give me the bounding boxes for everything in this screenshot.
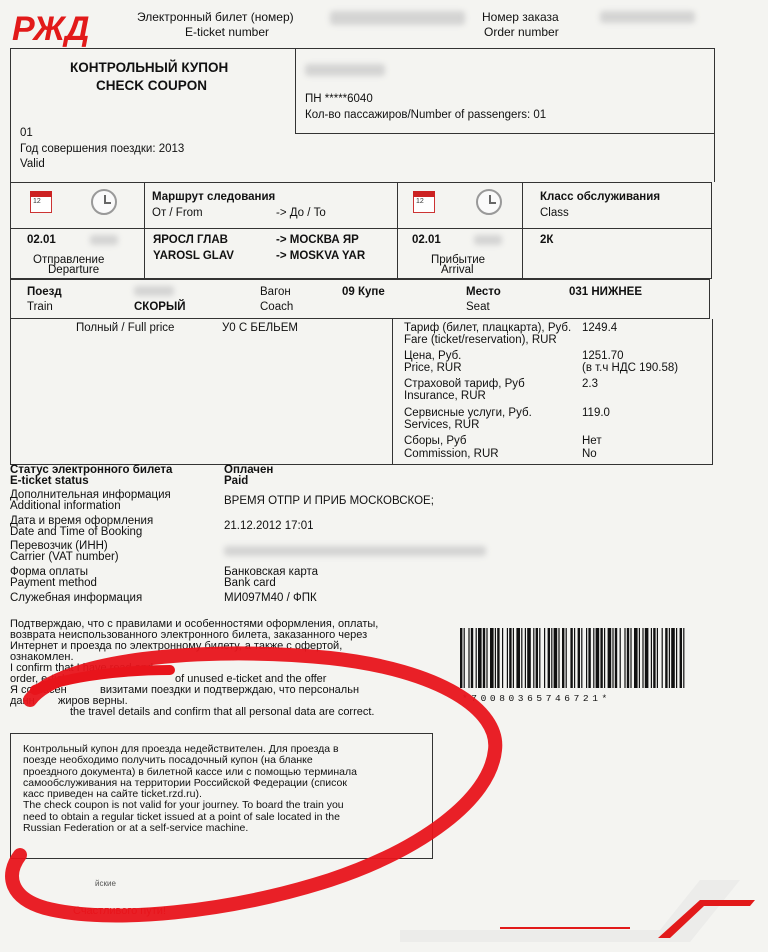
order-label-en: Order number bbox=[484, 25, 559, 39]
barcode-bar bbox=[634, 628, 638, 688]
class-label-en: Class bbox=[540, 207, 569, 219]
valid-label: Valid bbox=[20, 158, 45, 170]
payment-value-ru: Банковская карта bbox=[224, 566, 319, 578]
barcode-bar bbox=[497, 628, 499, 688]
passengers-count: Кол-во пассажиров/Number of passengers: 01 bbox=[305, 109, 547, 121]
arrival-date: 02.01 bbox=[412, 234, 441, 246]
train-type: СКОРЫЙ bbox=[134, 301, 186, 313]
commission-label-en: Commission, RUR bbox=[404, 448, 499, 460]
confirm-line: Интернет и проезда по электронному билету, а также с офертой, bbox=[10, 640, 343, 652]
tariff-value: 1249.4 bbox=[582, 322, 618, 334]
commission-label-ru: Сборы, Руб bbox=[404, 435, 467, 447]
departure-label-en: Departure bbox=[48, 264, 100, 276]
confirm-line: жиров верны. bbox=[58, 695, 128, 707]
payment-value-en: Bank card bbox=[224, 577, 276, 589]
route-label: Маршрут следования bbox=[152, 191, 276, 203]
barcode bbox=[460, 628, 686, 688]
calendar-icon: 12 bbox=[413, 191, 435, 213]
barcode-bar bbox=[478, 628, 482, 688]
barcode-bar bbox=[486, 628, 487, 688]
notice-line: поезде необходимо получить посадочный купон (на бланке bbox=[23, 754, 313, 767]
service-class-value: 2К bbox=[540, 234, 554, 246]
barcode-bar bbox=[513, 628, 514, 688]
barcode-bar bbox=[558, 628, 559, 688]
details-section bbox=[10, 465, 710, 605]
barcode-bar bbox=[527, 628, 531, 688]
footer-slogan: Счастливого пути! bbox=[73, 905, 167, 917]
barcode-bar bbox=[507, 628, 508, 688]
insurance-value: 2.3 bbox=[582, 378, 598, 390]
barcode-bar bbox=[665, 628, 667, 688]
carrier-label-en: Carrier (VAT number) bbox=[10, 551, 119, 563]
barcode-bar bbox=[657, 628, 658, 688]
arrival-label-en: Arrival bbox=[441, 264, 474, 276]
notice-line: The check coupon is not valid for your journey. To board the train you bbox=[23, 799, 344, 812]
order-label-ru: Номер заказа bbox=[482, 10, 559, 24]
status-label-en: E-ticket status bbox=[10, 475, 89, 487]
barcode-bar bbox=[683, 628, 684, 688]
carrier-label-ru: Перевозчик (ИНН) bbox=[10, 540, 108, 552]
barcode-bar bbox=[642, 628, 643, 688]
booking-value: 21.12.2012 17:01 bbox=[224, 520, 314, 532]
status-value-en: Paid bbox=[224, 475, 249, 487]
to-station-ru: -> МОСКВА ЯР bbox=[276, 234, 359, 246]
barcode-bar bbox=[608, 628, 612, 688]
clock-icon bbox=[476, 189, 502, 215]
price-value: 1251.70 bbox=[582, 350, 624, 362]
price-label-ru: Цена, Руб. bbox=[404, 350, 462, 362]
barcode-bar bbox=[676, 628, 677, 688]
departure-time-redacted bbox=[90, 235, 118, 245]
confirm-line: Я согласен bbox=[10, 684, 67, 696]
status-label-ru: Статус электронного билета bbox=[10, 464, 173, 476]
addinfo-label-ru: Дополнительная информация bbox=[10, 489, 171, 501]
tariff-label-en: Fare (ticket/reservation), RUR bbox=[404, 334, 557, 346]
notice-line: проездного документа) в билетной кассе или с помощью терминала bbox=[23, 765, 357, 778]
services-value: 119.0 bbox=[582, 407, 610, 419]
confirm-line: I confirm that I have read and bbox=[10, 662, 154, 674]
barcode-bar bbox=[604, 628, 605, 688]
eticket-label-en: E-ticket number bbox=[185, 25, 270, 39]
confirm-line: данн bbox=[10, 695, 35, 707]
service-info-label: Служебная информация bbox=[10, 592, 143, 604]
departure-date: 02.01 bbox=[27, 234, 56, 246]
insurance-label-ru: Страховой тариф, Руб bbox=[404, 378, 525, 390]
confirm-line: of unused e-ticket and the offer bbox=[175, 673, 327, 685]
booking-label-en: Date and Time of Booking bbox=[10, 526, 143, 538]
to-station-en: -> MOSKVA YAR bbox=[276, 250, 366, 262]
notice-line: need to obtain a regular ticket issued at a point of sale located in the bbox=[23, 810, 340, 823]
barcode-bar bbox=[627, 628, 629, 688]
carrier-value-redacted bbox=[224, 546, 486, 556]
barcode-bar bbox=[562, 628, 564, 688]
passport-number: ПН *****6040 bbox=[305, 93, 373, 105]
barcode-bar bbox=[525, 628, 526, 688]
barcode-bar bbox=[536, 628, 538, 688]
barcode-bar bbox=[566, 628, 567, 688]
full-price-label: Полный / Full price bbox=[76, 322, 175, 334]
arrival-label-ru: Прибытие bbox=[431, 254, 486, 266]
footer-rzd-text: йские bbox=[95, 879, 116, 888]
barcode-bar bbox=[581, 628, 582, 688]
barcode-bar bbox=[593, 628, 594, 688]
barcode-bar bbox=[671, 628, 675, 688]
seat-label-en: Seat bbox=[466, 301, 490, 313]
barcode-bar bbox=[533, 628, 534, 688]
barcode-bar bbox=[516, 628, 520, 688]
footer-swoosh-icon bbox=[400, 870, 760, 950]
coupon-code: 01 bbox=[20, 127, 33, 139]
trip-year: Год совершения поездки: 2013 bbox=[20, 143, 185, 155]
confirm-line: визитами поездки и подтверждаю, что персональн bbox=[100, 684, 360, 696]
clock-icon bbox=[91, 189, 117, 215]
service-class-code: У0 С БЕЛЬЕМ bbox=[222, 322, 298, 334]
services-label-en: Services, RUR bbox=[404, 419, 480, 431]
coupon-title-ru: КОНТРОЛЬНЫЙ КУПОН bbox=[70, 60, 229, 75]
departure-label-ru: Отправление bbox=[33, 254, 105, 266]
services-label-ru: Сервисные услуги, Руб. bbox=[404, 407, 532, 419]
barcode-bar bbox=[639, 628, 640, 688]
service-info-value: МИ097М40 / ФПК bbox=[224, 592, 317, 604]
vat-value: (в т.ч НДС 190.58) bbox=[582, 362, 679, 374]
insurance-label-en: Insurance, RUR bbox=[404, 390, 486, 402]
passenger-box bbox=[295, 48, 715, 134]
order-number-redacted bbox=[600, 11, 695, 23]
barcode-bar bbox=[662, 628, 663, 688]
barcode-bar bbox=[460, 628, 462, 688]
seat-value: 031 НИЖНЕЕ bbox=[569, 286, 642, 298]
addinfo-value: ВРЕМЯ ОТПР И ПРИБ МОСКОВСКОЕ; bbox=[224, 495, 434, 507]
barcode-bar bbox=[612, 628, 613, 688]
calendar-icon: 12 bbox=[30, 191, 52, 213]
barcode-bar bbox=[588, 628, 590, 688]
payment-label-ru: Форма оплаты bbox=[10, 566, 89, 578]
price-label-en: Price, RUR bbox=[404, 362, 462, 374]
confirm-line: возврата неиспользованного электронного билета, заказанного через bbox=[10, 629, 368, 641]
barcode-bar bbox=[471, 628, 473, 688]
barcode-bar bbox=[651, 628, 652, 688]
payment-label-en: Payment method bbox=[10, 577, 97, 589]
booking-label-ru: Дата и время оформления bbox=[10, 515, 154, 527]
coach-value: 09 Купе bbox=[342, 286, 385, 298]
barcode-bar bbox=[495, 628, 496, 688]
barcode-bar bbox=[476, 628, 477, 688]
barcode-bar bbox=[468, 628, 469, 688]
rzd-logo-text: РЖД bbox=[12, 10, 90, 48]
barcode-bar bbox=[600, 628, 602, 688]
barcode-bar bbox=[620, 628, 621, 688]
barcode-bar bbox=[548, 628, 550, 688]
train-number-redacted bbox=[134, 286, 174, 296]
from-label: От / From bbox=[152, 207, 203, 219]
arrival-time-redacted bbox=[474, 235, 502, 245]
commission-value: Нет bbox=[582, 435, 602, 447]
addinfo-label-en: Additional information bbox=[10, 500, 121, 512]
seat-label-ru: Место bbox=[466, 286, 501, 298]
from-station-en: YAROSL GLAV bbox=[153, 250, 234, 262]
coupon-title-en: CHECK COUPON bbox=[96, 78, 208, 93]
to-label: -> До / To bbox=[276, 207, 326, 219]
train-label-ru: Поезд bbox=[27, 286, 62, 298]
barcode-bar bbox=[490, 628, 494, 688]
barcode-bar bbox=[680, 628, 682, 688]
confirm-line: order, e-ticket bbox=[10, 673, 77, 685]
barcode-bar bbox=[502, 628, 503, 688]
barcode-bar bbox=[578, 628, 580, 688]
barcode-bar bbox=[574, 628, 575, 688]
barcode-bar bbox=[669, 628, 670, 688]
coach-label-en: Coach bbox=[260, 301, 294, 313]
barcode-graphic bbox=[460, 628, 686, 688]
confirm-line: the travel details and confirm that all personal data are correct. bbox=[70, 706, 375, 718]
coach-label-ru: Вагон bbox=[260, 286, 291, 298]
barcode-bar bbox=[483, 628, 485, 688]
rzd-logo-icon bbox=[10, 6, 100, 48]
tariff-label-ru: Тариф (билет, плацкарта), Руб. bbox=[404, 322, 572, 334]
barcode-bar bbox=[521, 628, 522, 688]
confirm-line: Подтверждаю, что с правилами и особенностями оформления, оплаты, bbox=[10, 618, 379, 630]
barcode-bar bbox=[653, 628, 655, 688]
class-label-ru: Класс обслуживания bbox=[540, 191, 661, 203]
notice-text bbox=[23, 744, 423, 834]
notice-line: Контрольный купон для проезда недействителен. Для проезда в bbox=[23, 743, 339, 755]
from-station-ru: ЯРОСЛ ГЛАВ bbox=[153, 234, 228, 246]
eticket-label-ru: Электронный билет (номер) bbox=[137, 10, 294, 24]
barcode-bar bbox=[630, 628, 631, 688]
barcode-bar bbox=[645, 628, 649, 688]
barcode-bar bbox=[539, 628, 540, 688]
barcode-bar bbox=[586, 628, 587, 688]
barcode-bar bbox=[551, 628, 552, 688]
barcode-bar bbox=[554, 628, 558, 688]
barcode-bar bbox=[464, 628, 465, 688]
eticket-number-redacted bbox=[330, 11, 465, 25]
confirm-line: ознакомлен. bbox=[10, 651, 74, 663]
notice-line: касс приведен на сайте ticket.rzd.ru). bbox=[23, 788, 202, 801]
notice-line: самообслуживания на территории Российской Федерации (список bbox=[23, 776, 347, 789]
passenger-name-redacted bbox=[305, 64, 385, 76]
barcode-bar bbox=[544, 628, 545, 688]
barcode-bar bbox=[615, 628, 617, 688]
status-value-ru: Оплачен bbox=[224, 464, 274, 476]
train-row bbox=[10, 279, 710, 319]
barcode-bar bbox=[570, 628, 572, 688]
commission-value-en: No bbox=[582, 448, 597, 460]
train-label-en: Train bbox=[27, 301, 53, 313]
barcode-bar bbox=[509, 628, 511, 688]
notice-line: Russian Federation or at a self-service machine. bbox=[23, 822, 249, 835]
barcode-number: *70080365746721* bbox=[462, 693, 611, 704]
barcode-bar bbox=[596, 628, 600, 688]
barcode-bar bbox=[624, 628, 625, 688]
rzd-logo bbox=[10, 6, 100, 48]
